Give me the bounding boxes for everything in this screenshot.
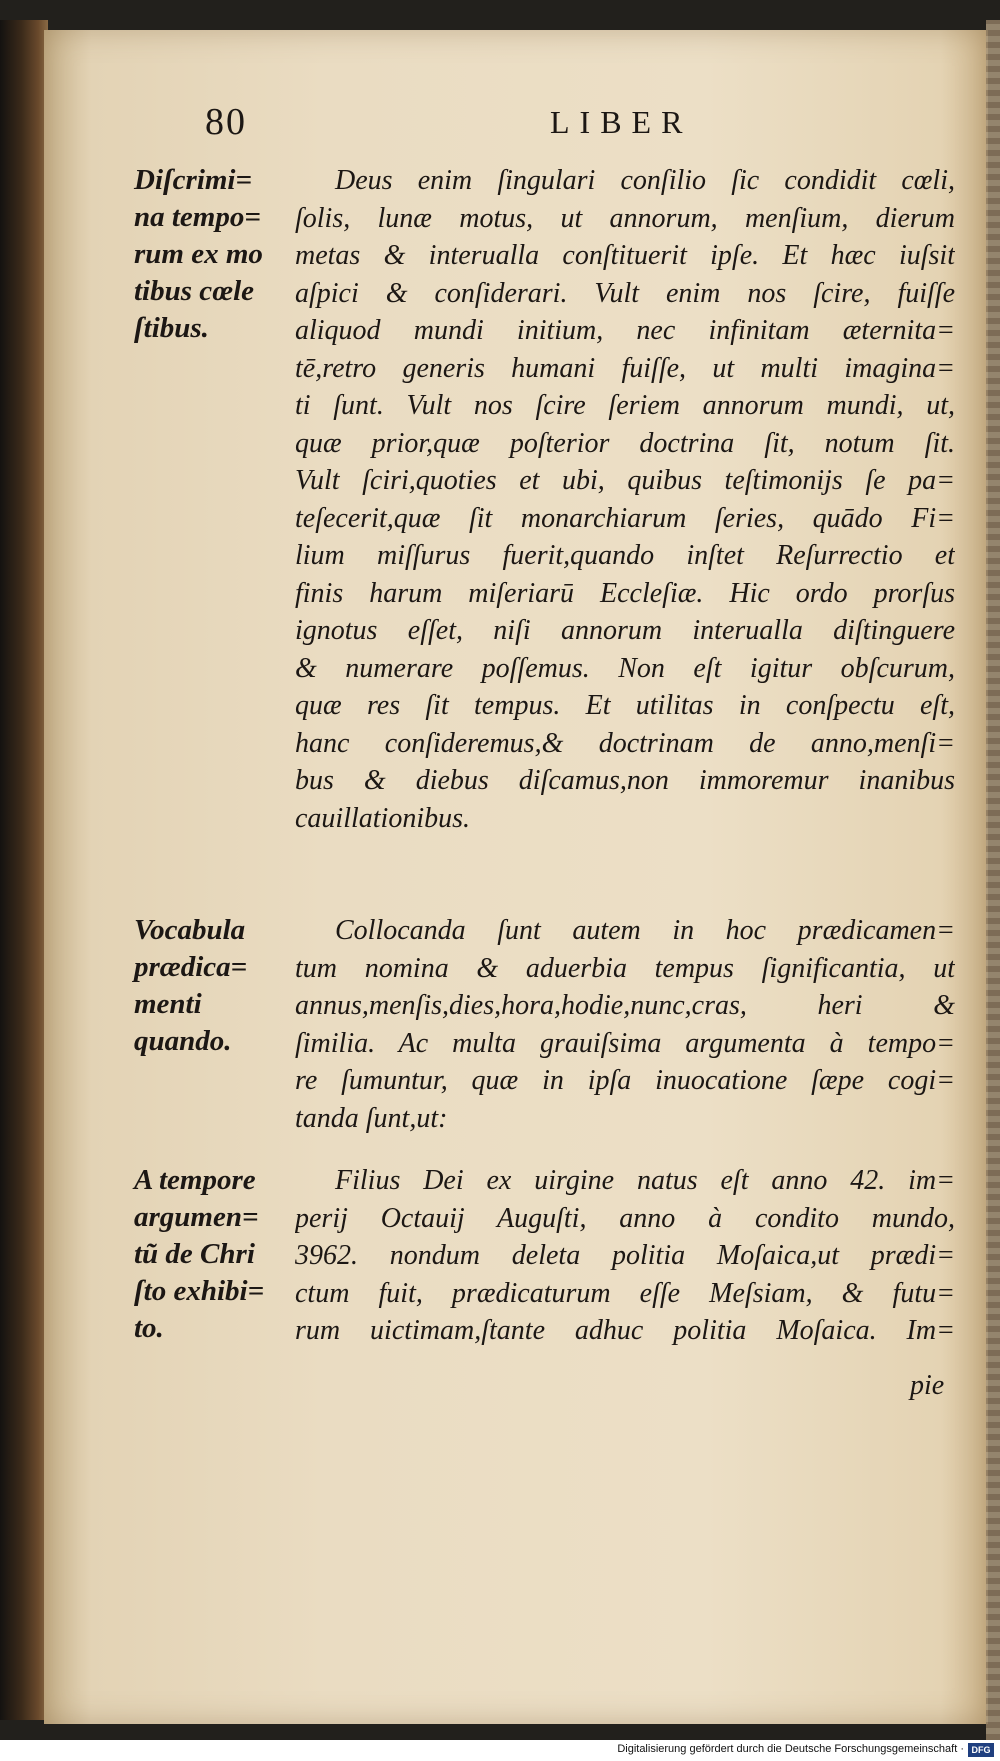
text-line: aliquod mundi initium, nec infinitam æternita= [295,315,955,346]
text-line: & numerare poſſemus. Non eſt igitur obſcurum, [295,652,955,684]
margin-note-line: quando. [134,1025,232,1057]
text-line: cauillationibus. [295,802,470,834]
text-line: teſecerit,quæ ſit monarchiarum ſeries, quādo Fi= [295,502,955,534]
text-line: 3962. nondum deleta politia Moſaica,ut prædi= [295,1240,955,1271]
text-line: ignotus eſſet, niſi annorum interualla diſtinguere [295,615,955,646]
paragraph-2 [295,912,955,1137]
paragraph-1 [295,162,955,837]
text-line: tē,retro generis humani fuiſſe, ut multi imagina= [295,352,955,384]
margin-note-line: tibus cœle [134,275,255,307]
text-line: hanc conſideremus,& doctrinam de anno,menſi= [295,727,955,759]
text-line: ſimilia. Ac multa grauiſsima argumenta à tempo= [295,1027,955,1059]
text-line: ſolis, lunæ motus, ut annorum, menſium, dierum [295,202,955,234]
margin-note-line: argumen= [134,1201,259,1233]
text-line: tanda ſunt,ut: [295,1102,448,1134]
margin-note-line: ſtibus. [134,312,209,344]
margin-note-discrimina [134,162,299,347]
margin-note-vocabula [134,912,299,1060]
text-line: Filius Dei ex uirgine natus eſt anno 42. im= [335,1165,955,1196]
margin-note-line: A tempore [134,1164,256,1196]
text-line: ctum fuit, prædicaturum eſſe Meſsiam, & futu= [295,1277,955,1309]
text-line: aſpici & conſiderari. Vult enim nos ſcire, fuiſſe [295,277,955,309]
text-line: finis harum miſeriarū Eccleſiæ. Hic ordo prorſus [295,577,955,609]
text-line: Vult ſciri,quoties et ubi, quibus teſtimonijs ſe pa= [295,465,955,496]
text-line: rum uictimam,ſtante adhuc politia Moſaica. Im= [295,1315,955,1346]
running-head: LIBER [550,104,693,140]
paragraph-3 [295,1162,955,1350]
text-line: Collocanda ſunt autem in hoc prædicamen= [335,915,955,946]
dfg-logo: DFG [968,1743,994,1757]
text-line: lium miſſurus fuerit,quando inſtet Reſurrectio et [295,540,955,571]
funding-credit: Digitalisierung gefördert durch die Deutsche Forschungsgemeinschaft · [617,1743,964,1755]
margin-note-line: tũ de Chri [134,1238,255,1270]
text-line: annus,menſis,dies,hora,hodie,nunc,cras, heri & [295,990,955,1021]
text-line: re ſumuntur, quæ in ipſa inuocatione ſæpe cogi= [295,1065,955,1096]
margin-note-line: Vocabula [134,914,246,946]
margin-note-a-tempore [134,1162,299,1347]
book-spine [0,20,48,1720]
text-line: Deus enim ſingulari conſilio ſic condidit cœli, [335,165,955,196]
margin-note-line: ſto exhibi= [134,1275,265,1307]
text-line: quæ prior,quæ poſterior doctrina ſit, notum ſit. [295,427,955,459]
margin-note-line: to. [134,1312,164,1344]
page-number: 80 [205,101,247,143]
margin-note-line: rum ex mo [134,238,263,270]
text-line: metas & interualla conſtituerit ipſe. Et hæc iuſsit [295,240,955,271]
text-line: bus & diebus diſcamus,non immoremur inanibus [295,765,955,796]
margin-note-line: prædica= [134,951,248,983]
digitization-footer [0,1740,1000,1761]
catchword: pie [910,1370,945,1401]
text-line: quæ res ſit tempus. Et utilitas in conſpectu eſt, [295,690,955,721]
margin-note-line: na tempo= [134,201,261,233]
page-header [0,100,1000,150]
text-line: tum nomina & aduerbia tempus ſignificantia, ut [295,952,955,984]
margin-note-line: menti [134,988,202,1020]
page-edge [986,20,1000,1740]
text-line: ti ſunt. Vult nos ſcire ſeriem annorum mundi, ut, [295,390,955,421]
margin-note-line: Diſcrimi= [134,164,253,196]
text-line: perij Octauij Auguſti, anno à condito mundo, [295,1202,955,1234]
